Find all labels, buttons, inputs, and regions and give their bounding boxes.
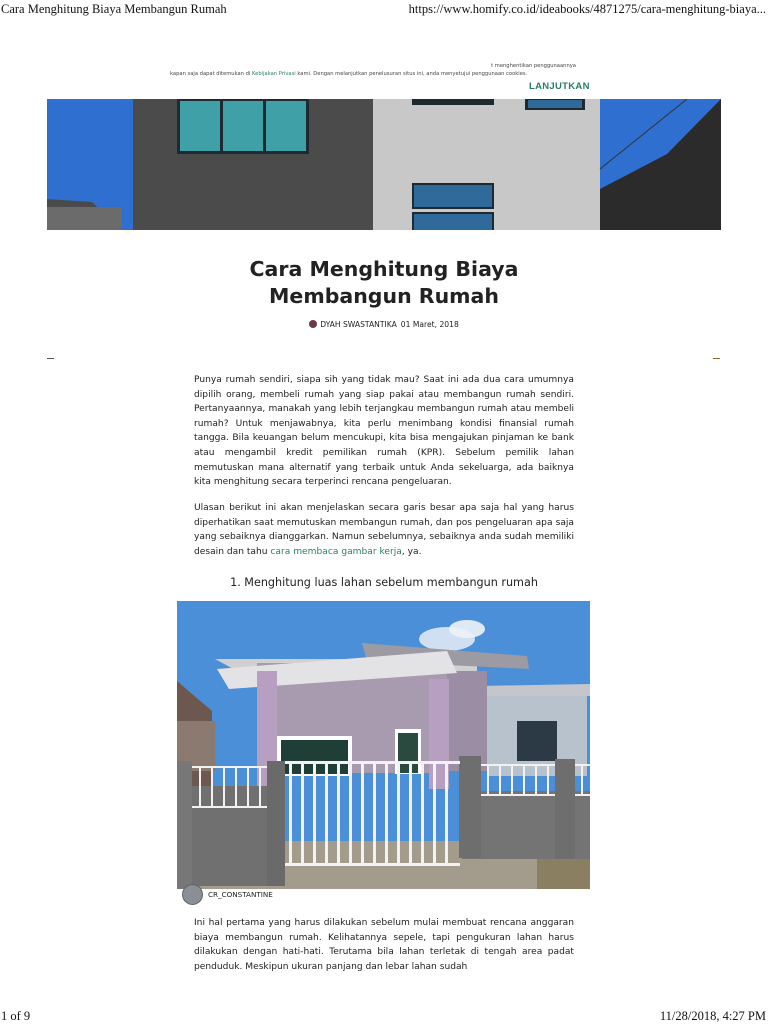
- cookie-notice-text: kapan saja dapat ditemukan di: [170, 71, 252, 77]
- paragraph-2-text: Ulasan berikut ini akan menjelaskan secara garis besar apa saja hal yang harus diperhatikan saat memutuskan membangun rumah, dan pos pengeluaran apa saja yang sebaiknya dianggarkan. Namun sebelumnya, sebaiknya anda sudah memiliki desain dan tahu: [194, 503, 574, 557]
- print-header-title: Cara Menghitung Biaya Membangun Rumah: [1, 2, 227, 16]
- publish-date: 01 Maret, 2018: [400, 320, 459, 329]
- article-paragraph-3: Ini hal pertama yang harus dilakukan sebelum mulai membuat rencana anggaran biaya membangun rumah. Kelihatannya sepele, tapi pengukuran lahan harus dilakukan dengan hati-hati. Terutama bila lahan terletak di tengah area padat penduduk. Meskipun ukuran panjang dan lebar lahan sudah: [194, 918, 574, 972]
- privacy-policy-link[interactable]: Kebijakan Privasi: [252, 71, 296, 77]
- credit-avatar[interactable]: [182, 884, 203, 905]
- print-footer: [0, 1009, 768, 1025]
- hero-image: [47, 99, 721, 230]
- cookie-notice-line2: [170, 70, 586, 78]
- print-timestamp: 11/28/2018, 4:27 PM: [659, 1009, 766, 1023]
- photo-credit-name[interactable]: CR_CONSTANTINE: [208, 889, 273, 899]
- print-header: [0, 2, 768, 18]
- blueprint-reading-link[interactable]: cara membaca gambar kerja: [270, 546, 402, 557]
- author-name[interactable]: DYAH SWASTANTIKA: [320, 320, 397, 329]
- section-heading-1: 1. Menghitung luas lahan sebelum membangun rumah: [230, 576, 538, 589]
- article-title: [0, 256, 768, 310]
- article-title-line2: Membangun Rumah: [269, 284, 499, 308]
- article-paragraph-1: Punya rumah sendiri, siapa sih yang tidak mau? Saat ini ada dua cara umumnya dipilih orang, membeli rumah yang siap pakai atau membangun rumah sendiri. Pertanyaannya, manakah yang lebih terjangkau membangun rumah atau membeli rumah? Untuk menjawabnya, kita perlu menimbang kondisi finansial rumah tangga. Bila keuangan belum mencukupi, kita bisa mengajukan pinjaman ke bank atau mengambil kredit pemilikan rumah (KPR). Sebelum pemilik lahan memutuskan mana alternatif yang terbaik untuk Anda sekeluarga, ada baiknya kita menghitung secara terperinci rencana pengeluaran.: [194, 375, 574, 488]
- cookie-notice-text-end: kami. Dengan melanjutkan penelusuran situs ini, anda menyetujui penggunaan cookies.: [295, 71, 528, 77]
- article-title-line1: Cara Menghitung Biaya: [249, 257, 519, 281]
- photo-credit: [182, 884, 273, 904]
- paragraph-2-text-end: , ya.: [401, 546, 422, 557]
- right-divider-mark: [713, 358, 720, 359]
- house-photo: [177, 601, 590, 889]
- article-paragraph-2: [194, 501, 574, 559]
- byline: [0, 320, 768, 329]
- cookie-accept-button[interactable]: LANJUTKAN: [529, 81, 590, 92]
- cookie-notice-line1: t menghentikan penggunaannya: [491, 63, 576, 69]
- author-avatar: [309, 320, 317, 328]
- left-divider-mark: [47, 358, 54, 359]
- page-number: 1 of 9: [1, 1009, 31, 1023]
- print-header-url: https://www.homify.co.id/ideabooks/4871275/cara-menghitung-biaya...: [408, 2, 766, 16]
- cookie-notice: [170, 62, 586, 78]
